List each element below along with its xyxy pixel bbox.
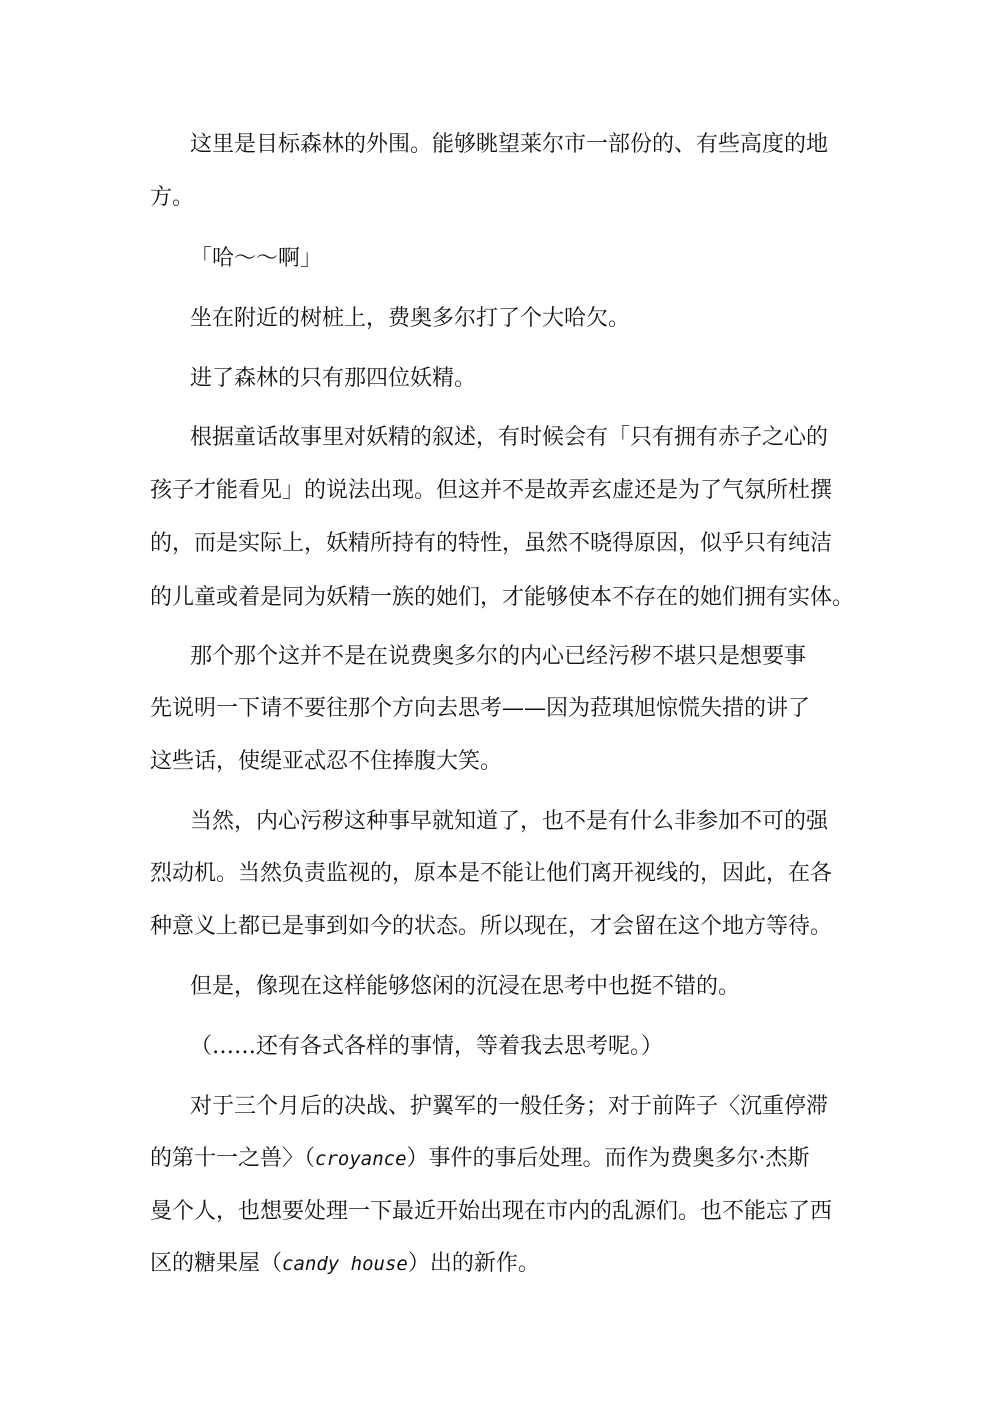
text-line: （……还有各式各样的事情，等着我去思考呢。） — [190, 1034, 664, 1059]
text-line: 坐在附近的树桩上，费奥多尔打了个大哈欠。 — [190, 306, 631, 331]
text-line: 的儿童或着是同为妖精一族的她们，才能够使本不存在的她们拥有实体。 — [150, 585, 855, 610]
text-line: 当然，内心污秽这种事早就知道了，也不是有什么非参加不可的强 — [190, 809, 829, 834]
text-line: 对于三个月后的决战、护翼军的一般任务；对于前阵子〈沉重停滞 — [190, 1094, 829, 1119]
text-run: ）出的新作。 — [407, 1251, 540, 1276]
text-line: 这些话，使缇亚忒忍不住捧腹大笑。 — [150, 749, 503, 774]
latin-term: candy house — [282, 1253, 408, 1275]
text-line: 烈动机。当然负责监视的，原本是不能让他们离开视线的，因此，在各 — [150, 861, 833, 886]
text-line: 那个那个这并不是在说费奥多尔的内心已经污秽不堪只是想要事 — [190, 644, 807, 669]
text-run: 区的糖果屋（ — [150, 1251, 283, 1276]
latin-term: croyance — [315, 1148, 407, 1170]
text-line: 方。 — [150, 185, 195, 210]
text-line — [150, 1247, 540, 1281]
text-line: 孩子才能看见」的说法出现。但这并不是故弄玄虚还是为了气氛所杜撰 — [150, 478, 833, 503]
text-line: 的，而是实际上，妖精所持有的特性，虽然不晓得原因，似乎只有纯洁 — [150, 531, 833, 556]
text-line: 这里是目标森林的外围。能够眺望莱尔市一部份的、有些高度的地 — [190, 132, 829, 157]
text-line: 根据童话故事里对妖精的叙述，有时候会有「只有拥有赤子之心的 — [190, 425, 829, 450]
text-line — [150, 1142, 810, 1176]
text-run: 的第十一之兽〉（ — [150, 1146, 316, 1171]
text-line: 但是，像现在这样能够悠闲的沉浸在思考中也挺不错的。 — [190, 974, 741, 999]
text-line: 曼个人，也想要处理一下最近开始出现在市内的乱源们。也不能忘了西 — [150, 1199, 833, 1224]
text-line: 种意义上都已是事到如今的状态。所以现在，才会留在这个地方等待。 — [150, 914, 833, 939]
text-line: 先说明一下请不要往那个方向去思考——因为菈琪旭惊慌失措的讲了 — [150, 696, 811, 721]
text-run: ）事件的事后处理。而作为费奥多尔·杰斯 — [406, 1146, 810, 1171]
text-line: 「哈～～啊」 — [190, 246, 323, 271]
text-line: 进了森林的只有那四位妖精。 — [190, 366, 477, 391]
